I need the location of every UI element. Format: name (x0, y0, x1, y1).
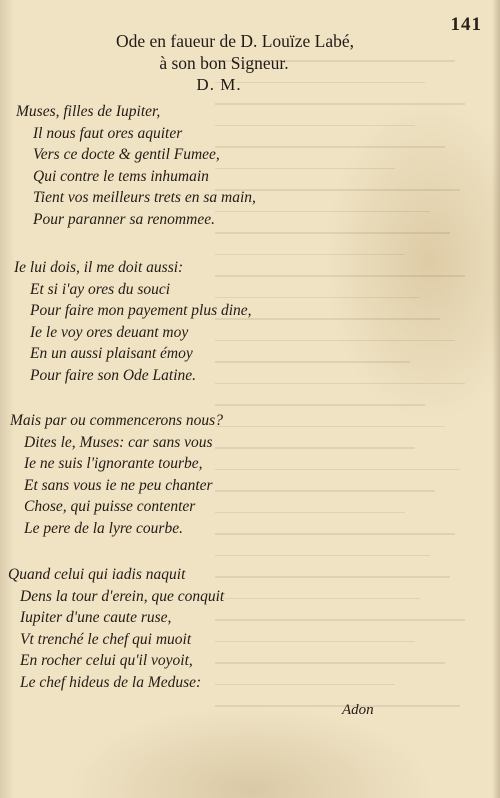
catchword: Adon (342, 702, 374, 718)
verse-line: Tient vos meilleurs trets en sa main, (33, 189, 256, 207)
verse-line: Muses, filles de Iupiter, (16, 103, 161, 120)
verse-line: Pour paranner sa renommee. (33, 210, 215, 228)
verse-line: Il nous faut ores aquiter (33, 124, 183, 142)
stanza-2 (0, 257, 460, 387)
verse-line: Dites le, Muses: car sans vous (24, 433, 213, 451)
verse-line: Iupiter d'une caute ruse, (20, 609, 172, 627)
verse-line: Le chef hideus de la Meduse: (20, 673, 202, 691)
verse-line: Et si i'ay ores du souci (30, 280, 171, 298)
verse-line: Ie lui dois, il me doit aussi: (14, 259, 184, 276)
stanza-3 (0, 410, 460, 540)
verse-line: En un aussi plaisant émoy (30, 345, 193, 363)
title-initials: D. M. (196, 75, 242, 94)
poem-title (0, 30, 500, 96)
verse-line: Ie ne suis l'ignorante tourbe, (24, 455, 203, 473)
verse-line: Pour faire mon payement plus dine, (30, 302, 252, 320)
stanza-4 (0, 564, 460, 694)
verse-line: Ie le voy ores deuant moy (30, 323, 189, 341)
verse-line: Pour faire son Ode Latine. (30, 366, 197, 384)
verse-line: Et sans vous ie ne peu chanter (24, 476, 213, 494)
page-edge-shadow (492, 0, 500, 798)
page-number: 141 (450, 14, 482, 35)
verse-line: Le pere de la lyre courbe. (24, 519, 183, 537)
verse-line: Quand celui qui iadis naquit (8, 566, 186, 583)
verse-line: En rocher celui qu'il voyoit, (20, 652, 193, 670)
verse-line: Mais par ou commencerons nous? (10, 412, 223, 429)
verse-line: Qui contre le tems inhumain (33, 167, 209, 185)
title-line: Ode en faueur de D. Louïze Labé, (115, 31, 355, 51)
verse-line: Vers ce docte & gentil Fumee, (33, 146, 220, 164)
stanza-1 (0, 101, 460, 231)
verse-line: Chose, qui puisse contenter (24, 498, 196, 516)
verse-line: Vt trenché le chef qui muoit (20, 630, 192, 648)
title-line: à son bon Signeur. (159, 53, 289, 73)
verse-line: Dens la tour d'erein, que conquit (20, 587, 225, 605)
